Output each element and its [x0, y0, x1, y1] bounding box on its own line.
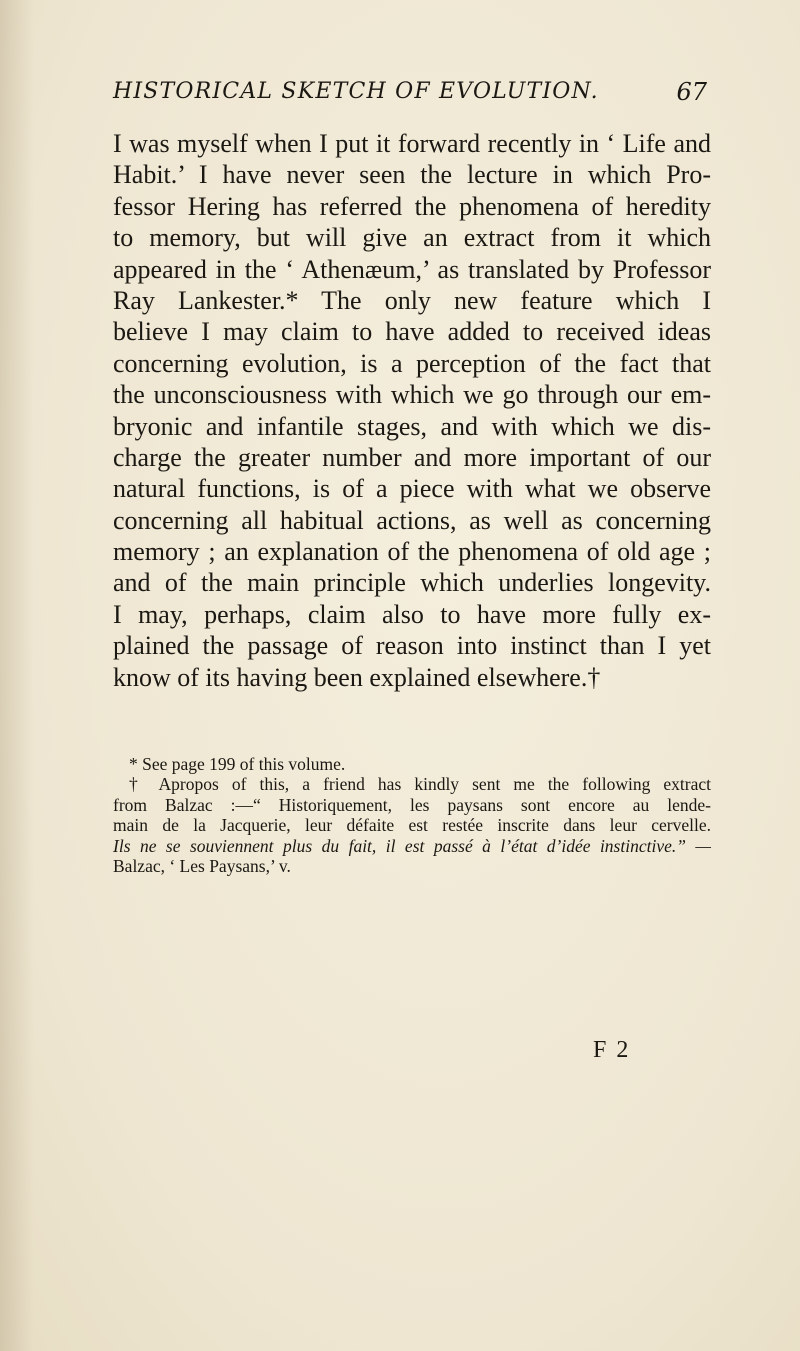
text-line: fessor Hering has referred the phenomena of heredity: [113, 191, 711, 221]
footnote-line: from Balzac :—“ Historiquement, les paysans sont encore au lende-: [113, 794, 711, 815]
running-head: HISTORICAL SKETCH OF EVOLUTION.: [113, 79, 599, 104]
text-line: the unconsciousness with which we go through our em-: [113, 380, 711, 410]
text-line: concerning all habitual actions, as well as concerning: [113, 505, 711, 535]
footnote-line: main de la Jacquerie, leur défaite est restée inscrite dans leur cervelle.: [113, 815, 711, 836]
footnote-line: Balzac, ‘ Les Paysans,’ v.: [113, 855, 291, 876]
text-line: plained the passage of reason into instinct than I yet: [113, 631, 711, 661]
page-header: [113, 74, 711, 114]
text-line: know of its having been explained elsewhere.†: [113, 662, 601, 692]
text-line: Ray Lankester.* The only new feature which I: [113, 285, 711, 315]
text-line: believe I may claim to have added to received ideas: [113, 317, 711, 347]
footnote-line: † Apropos of this, a friend has kindly sent me the following extract: [129, 774, 711, 795]
text-line: to memory, but will give an extract from it which: [113, 223, 711, 253]
text-line: charge the greater number and more important of our: [113, 442, 711, 472]
footnote-line: Ils ne se souviennent plus du fait, il est passé à l’état d’idée instinctive.” —: [113, 835, 711, 856]
text-line: appeared in the ‘ Athenæum,’ as translated by Professor: [113, 254, 711, 284]
body-text: [113, 128, 711, 693]
text-line: natural functions, is of a piece with what we observe: [113, 474, 711, 504]
footnote-line: * See page 199 of this volume.: [129, 754, 346, 774]
text-line: I was myself when I put it forward recently in ‘ Life and: [113, 129, 711, 158]
signature-mark: F 2: [593, 1037, 631, 1063]
text-line: bryonic and infantile stages, and with which we dis-: [113, 411, 711, 441]
binding-shadow: [0, 0, 34, 1351]
text-line: memory ; an explanation of the phenomena of old age ;: [113, 537, 711, 567]
text-line: concerning evolution, is a perception of the fact that: [113, 348, 711, 378]
text-line: I may, perhaps, claim also to have more fully ex-: [113, 599, 711, 629]
text-line: and of the main principle which underlies longevity.: [113, 568, 711, 598]
page-number: 67: [676, 78, 707, 106]
text-line: Habit.’ I have never seen the lecture in which Pro-: [113, 160, 711, 190]
footnotes: [113, 754, 711, 876]
